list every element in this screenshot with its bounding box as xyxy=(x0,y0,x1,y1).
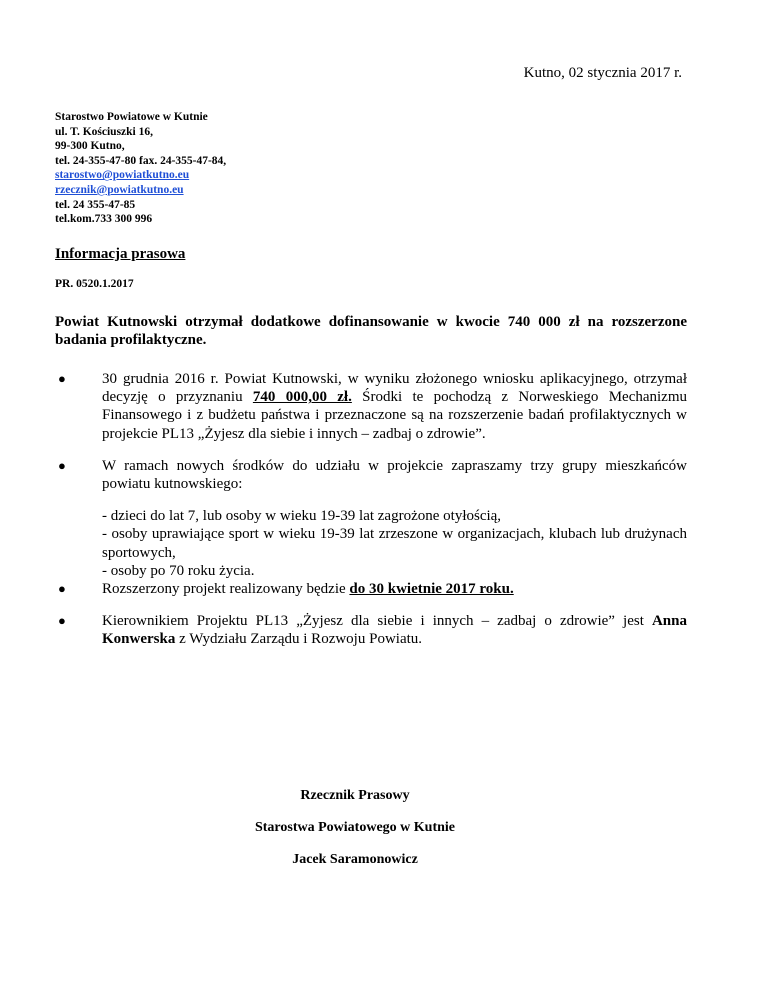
org-postal: 99-300 Kutno, xyxy=(55,140,125,153)
org-tel2: tel. 24 355-47-85 xyxy=(55,198,136,211)
bullet-text: z Wydziału Zarządu i Rozwoju Powiatu. xyxy=(175,631,423,648)
group-item-athletes: - osoby uprawiające sport w wieku 19-39 lat zrzeszone w organizacjach, klubach lub drużynach sportowych, xyxy=(102,526,687,561)
signature-title: Rzecznik Prasowy xyxy=(300,788,410,803)
org-name: Starostwo Powiatowe w Kutnie xyxy=(55,111,208,123)
reference-number: PR. 0520.1.2017 xyxy=(55,278,134,290)
signature-name: Jacek Saramonowicz xyxy=(292,852,418,867)
bullet-text: W ramach nowych środków do udziału w projekcie zapraszamy trzy grupy mieszkańców powiatu kutnowskiego: xyxy=(102,457,687,493)
group-item-children: - dzieci do lat 7, lub osoby w wieku 19-39 lat zagrożone otyłością, xyxy=(102,508,502,525)
funding-amount: 740 000,00 zł. xyxy=(252,389,352,406)
signature-block xyxy=(0,788,710,884)
manager-name: Anna Konwerska xyxy=(102,613,687,648)
bullet-item-deadline xyxy=(55,580,687,598)
bullet-text: Środki te pochodzą z Norweskiego Mechanizmu Finansowego i z budżetu państwa i przeznaczone są na rozszerzenie badań profilaktycznych w projekcie PL13 „Żyjesz dla siebie i innych – zadbaj o zdrowie”. xyxy=(102,389,688,442)
bullet-text: Rozszerzony projekt realizowany będzie xyxy=(102,581,350,598)
section-title: Informacja prasowa xyxy=(55,246,186,262)
bullet-item-groups xyxy=(55,457,687,493)
bullet-text: 30 grudnia 2016 r. Powiat Kutnowski, w wyniku złożonego wniosku aplikacyjnego, otrzymał decyzję o przyznaniu xyxy=(102,371,687,406)
email-link-starostwo[interactable]: starostwo@powiatkutno.eu xyxy=(55,169,190,182)
email-link-rzecznik[interactable]: rzecznik@powiatkutno.eu xyxy=(55,183,184,196)
bullet-item-manager xyxy=(55,612,687,648)
org-street: ul. T. Kościuszki 16, xyxy=(55,125,153,138)
press-headline: Powiat Kutnowski otrzymał dodatkowe dofinansowanie w kwocie 740 000 zł na rozszerzone badania profilaktyczne. xyxy=(55,314,687,348)
signature-office: Starostwa Powiatowego w Kutnie xyxy=(254,820,455,835)
bullet-dot-icon: ● xyxy=(58,371,66,386)
bullet-list xyxy=(55,370,687,649)
org-phones: tel. 24-355-47-80 fax. 24-355-47-84, xyxy=(55,154,227,167)
bullet-dot-icon: ● xyxy=(58,581,66,597)
bullet-dot-icon: ● xyxy=(58,457,66,473)
organization-contact-block xyxy=(55,110,226,227)
bullet-dot-icon: ● xyxy=(58,613,66,629)
bullet-item-funding xyxy=(55,370,687,443)
document-date: Kutno, 02 stycznia 2017 r. xyxy=(523,65,682,81)
group-item-seniors: - osoby po 70 roku życia. xyxy=(102,562,255,579)
project-deadline: do 30 kwietnie 2017 roku. xyxy=(349,581,514,598)
bullet-text: Kierownikiem Projektu PL13 „Żyjesz dla siebie i innych – zadbaj o zdrowie” jest xyxy=(102,613,652,630)
org-telkom: tel.kom.733 300 996 xyxy=(55,213,153,226)
